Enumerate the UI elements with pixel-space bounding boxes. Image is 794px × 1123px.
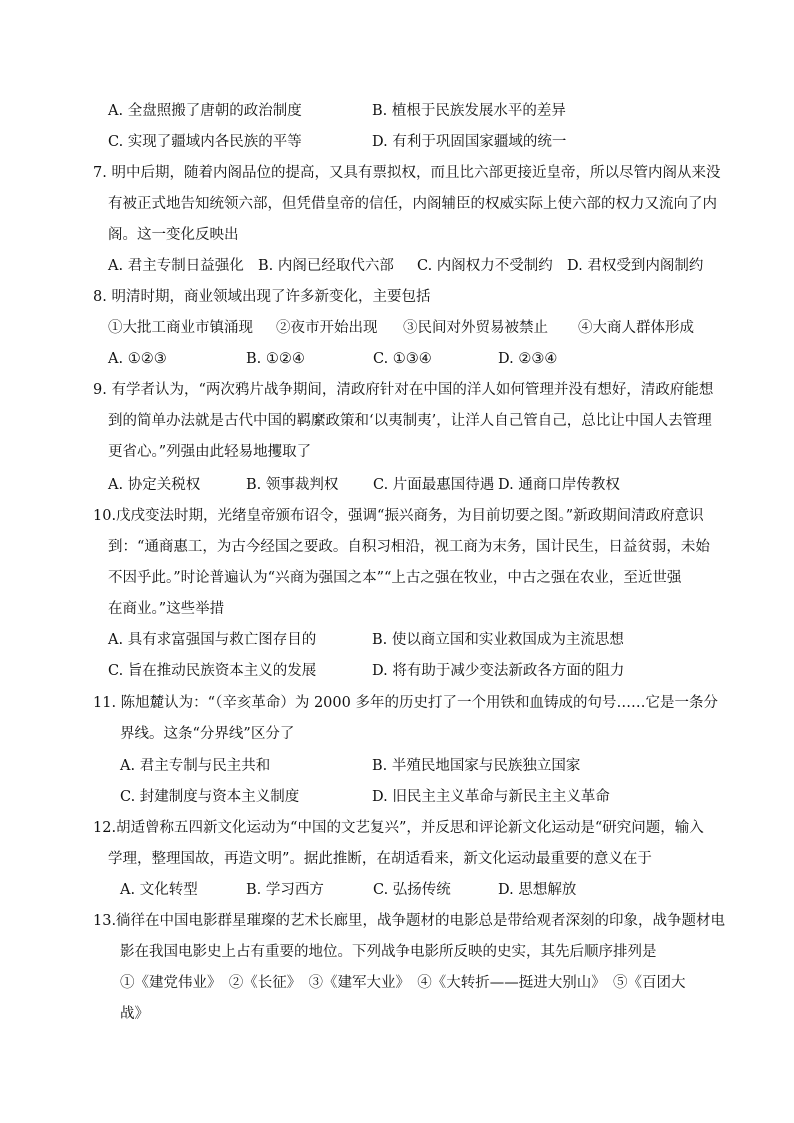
q10-option-c: C. 旨在推动民族资本主义的发展 — [108, 663, 317, 679]
q7-option-b: B. 内阁已经取代六部 — [258, 258, 394, 274]
q9-stem-line-2: 到的简单办法就是古代中国的羁縻政策和‘以夷制夷’，让洋人自己管自己，总比让中国人去管理 — [108, 413, 712, 429]
q13-stem-line-1: 13.徜徉在中国电影群星璀璨的艺术长廊里，战争题材的电影总是带给观者深刻的印象，战争题材电 — [93, 913, 726, 929]
q8-stem: 8. 明清时期，商业领域出现了许多新变化，主要包括 — [93, 289, 431, 305]
q12-option-a: A. 文化转型 — [120, 882, 198, 898]
q6-option-b: B. 植根于民族发展水平的差异 — [372, 103, 566, 119]
q9-stem-line-3: 更省心。”列强由此轻易地攫取了 — [108, 444, 312, 460]
q6-option-d: D. 有利于巩固国家疆域的统一 — [372, 134, 567, 150]
q12-option-b: B. 学习西方 — [246, 882, 324, 898]
q9-option-b: B. 领事裁判权 — [246, 477, 339, 493]
q10-option-a: A. 具有求富强国与救亡图存目的 — [108, 632, 317, 648]
q13-film-list: ①《建党伟业》 ②《长征》 ③《建军大业》 ④《大转折——挺进大别山》 ⑤《百团大 — [120, 975, 686, 991]
q11-option-c: C. 封建制度与资本主义制度 — [120, 789, 300, 805]
q11-option-d: D. 旧民主主义革命与新民主主义革命 — [372, 789, 610, 805]
q8-item-4: ④大商人群体形成 — [578, 320, 694, 336]
q6-option-a: A. 全盘照搬了唐朝的政治制度 — [108, 103, 302, 119]
q8-option-a: A. ①②③ — [108, 351, 167, 367]
q9-option-d: D. 通商口岸传教权 — [498, 477, 620, 493]
q8-option-d: D. ②③④ — [498, 351, 558, 367]
q12-stem-line-2: 学理，整理国故，再造文明”。据此推断，在胡适看来，新文化运动最重要的意义在于 — [108, 851, 652, 867]
q8-item-2: ②夜市开始出现 — [276, 320, 378, 336]
q12-stem-line-1: 12.胡适曾称五四新文化运动为“中国的文艺复兴”，并反思和评论新文化运动是“研究问题，输入 — [93, 820, 704, 836]
q10-stem-line-4: 在商业。”这些举措 — [108, 601, 225, 617]
q9-option-a: A. 协定关税权 — [108, 477, 201, 493]
q12-option-c: C. 弘扬传统 — [373, 882, 451, 898]
q9-stem-line-1: 9. 有学者认为，“两次鸦片战争期间，清政府针对在中国的洋人如何管理并没有想好，清政府能想 — [93, 382, 714, 398]
q8-item-3: ③民间对外贸易被禁止 — [403, 320, 548, 336]
q10-stem-line-2: 到：“通商惠工，为古今经国之要政。自积习相沿，视工商为末务，国计民生，日益贫弱，未始 — [108, 539, 710, 555]
q13-film-list-cont: 战》 — [120, 1006, 149, 1022]
q10-stem-line-1: 10.戊戌变法时期，光绪皇帝颁布诏令，强调“振兴商务，为目前切要之图。”新政期间清政府意识 — [93, 508, 704, 524]
q7-stem-line-3: 阁。这一变化反映出 — [108, 227, 239, 243]
q10-stem-line-3: 不因乎此。”时论普遍认为“兴商为强国之本”“上古之强在牧业，中古之强在农业，至近世强 — [108, 570, 682, 586]
q11-stem-line-1: 11. 陈旭麓认为：“（辛亥革命）为 2000 多年的历史打了一个用铁和血铸成的句号……它是一条分 — [93, 695, 718, 711]
q10-option-d: D. 将有助于减少变法新政各方面的阻力 — [372, 663, 625, 679]
q12-option-d: D. 思想解放 — [498, 882, 577, 898]
q7-option-d: D. 君权受到内阁制约 — [567, 258, 704, 274]
q11-stem-line-2: 界线。这条“分界线”区分了 — [120, 726, 295, 742]
q11-option-b: B. 半殖民地国家与民族独立国家 — [372, 758, 581, 774]
q7-option-a: A. 君主专制日益强化 — [108, 258, 244, 274]
q10-option-b: B. 使以商立国和实业救国成为主流思想 — [372, 632, 624, 648]
q7-option-c: C. 内阁权力不受制约 — [417, 258, 553, 274]
q11-option-a: A. 君主专制与民主共和 — [120, 758, 271, 774]
q8-option-c: C. ①③④ — [373, 351, 432, 367]
q7-stem-line-2: 有被正式地告知统领六部，但凭借皇帝的信任，内阁辅臣的权威实际上使六部的权力又流向了内 — [108, 196, 717, 212]
q13-stem-line-2: 影在我国电影史上占有重要的地位。下列战争电影所反映的史实，其先后顺序排列是 — [120, 944, 657, 960]
q8-item-1: ①大批工商业市镇涌现 — [108, 320, 253, 336]
q8-option-b: B. ①②④ — [246, 351, 305, 367]
q9-option-c: C. 片面最惠国待遇 — [373, 477, 495, 493]
q7-stem-line-1: 7. 明中后期，随着内阁品位的提高，又具有票拟权，而且比六部更接近皇帝，所以尽管内阁从来没 — [93, 165, 721, 181]
q6-option-c: C. 实现了疆域内各民族的平等 — [108, 134, 302, 150]
